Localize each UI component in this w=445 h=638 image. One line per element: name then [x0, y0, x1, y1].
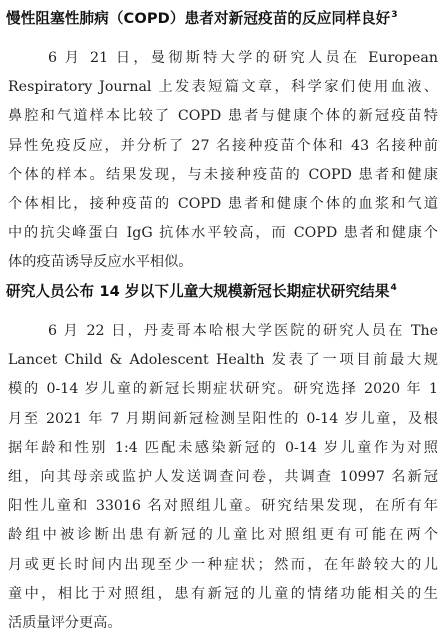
paragraph-line: Lancet Child & Adolescent Health 发表了一项目前最大规 — [8, 352, 438, 369]
paragraph-line: 6 月 21 日，曼彻斯特大学的研究人员在 European — [48, 50, 438, 66]
paragraph-line: 个体的样本。结果发现，与未接种疫苗的 COPD 患者和健康 — [8, 166, 438, 183]
paragraph-line: 组，向其母亲或监护人发送调查问卷，共调查 10997 名新冠 — [8, 468, 438, 485]
paragraph-line: 月至 2021 年 7 月期间新冠检测呈阳性的 0-14 岁儿童，及根 — [8, 410, 438, 427]
paragraph-line: 异性免疫反应，并分析了 27 名接种疫苗个体和 43 名接种前 — [8, 137, 438, 154]
paragraph-line: 据年龄和性别 1:4 匹配未感染新冠的 0-14 岁儿童作为对照 — [8, 439, 438, 456]
paragraph-line: Respiratory Journal 上发表短篇文章，科学家们使用血液、 — [8, 79, 438, 96]
paragraph-line: 活质量评分更高。 — [8, 614, 122, 631]
paragraph-line: 个体相比，接种疫苗的 COPD 患者和健康个体的血浆和气道 — [8, 195, 438, 212]
reference-marker: 4 — [390, 283, 397, 293]
paragraph-line: 月或更长时间内出现至少一种症状；然而，在年龄较大的儿 — [8, 556, 438, 573]
paragraph-line: 体的疫苗诱导反应水平相似。 — [8, 254, 193, 271]
paragraph-children-covid — [8, 317, 438, 638]
section-heading-copd — [6, 10, 440, 28]
paragraph-line: 模的 0-14 岁儿童的新冠长期症状研究。研究选择 2020 年 1 — [8, 381, 438, 398]
paragraph-line: 童中，相比于对照组，患有新冠的儿童的情绪功能相关的生 — [8, 585, 438, 602]
paragraph-copd — [8, 44, 438, 278]
paragraph-line: 鼻腔和气道样本比较了 COPD 患者与健康个体的新冠疫苗特 — [8, 108, 438, 125]
reference-marker: 3 — [391, 10, 398, 20]
paragraph-line: 阳性儿童和 33016 名对照组儿童。研究结果发现，在所有年 — [8, 498, 438, 515]
section-heading-children-covid — [6, 283, 440, 301]
paragraph-line: 6 月 22 日，丹麦哥本哈根大学医院的研究人员在 The — [48, 323, 438, 339]
section-heading-copd-text: 慢性阻塞性肺病（COPD）患者对新冠疫苗的反应同样良好 — [6, 10, 391, 27]
section-heading-children-covid-text: 研究人员公布 14 岁以下儿童大规模新冠长期症状研究结果 — [6, 283, 390, 300]
paragraph-line: 中的抗尖峰蛋白 IgG 抗体水平较高，而 COPD 患者和健康个 — [8, 225, 438, 242]
paragraph-line: 龄组中被诊断出患有新冠的儿童比对照组更有可能在两个 — [8, 527, 438, 544]
